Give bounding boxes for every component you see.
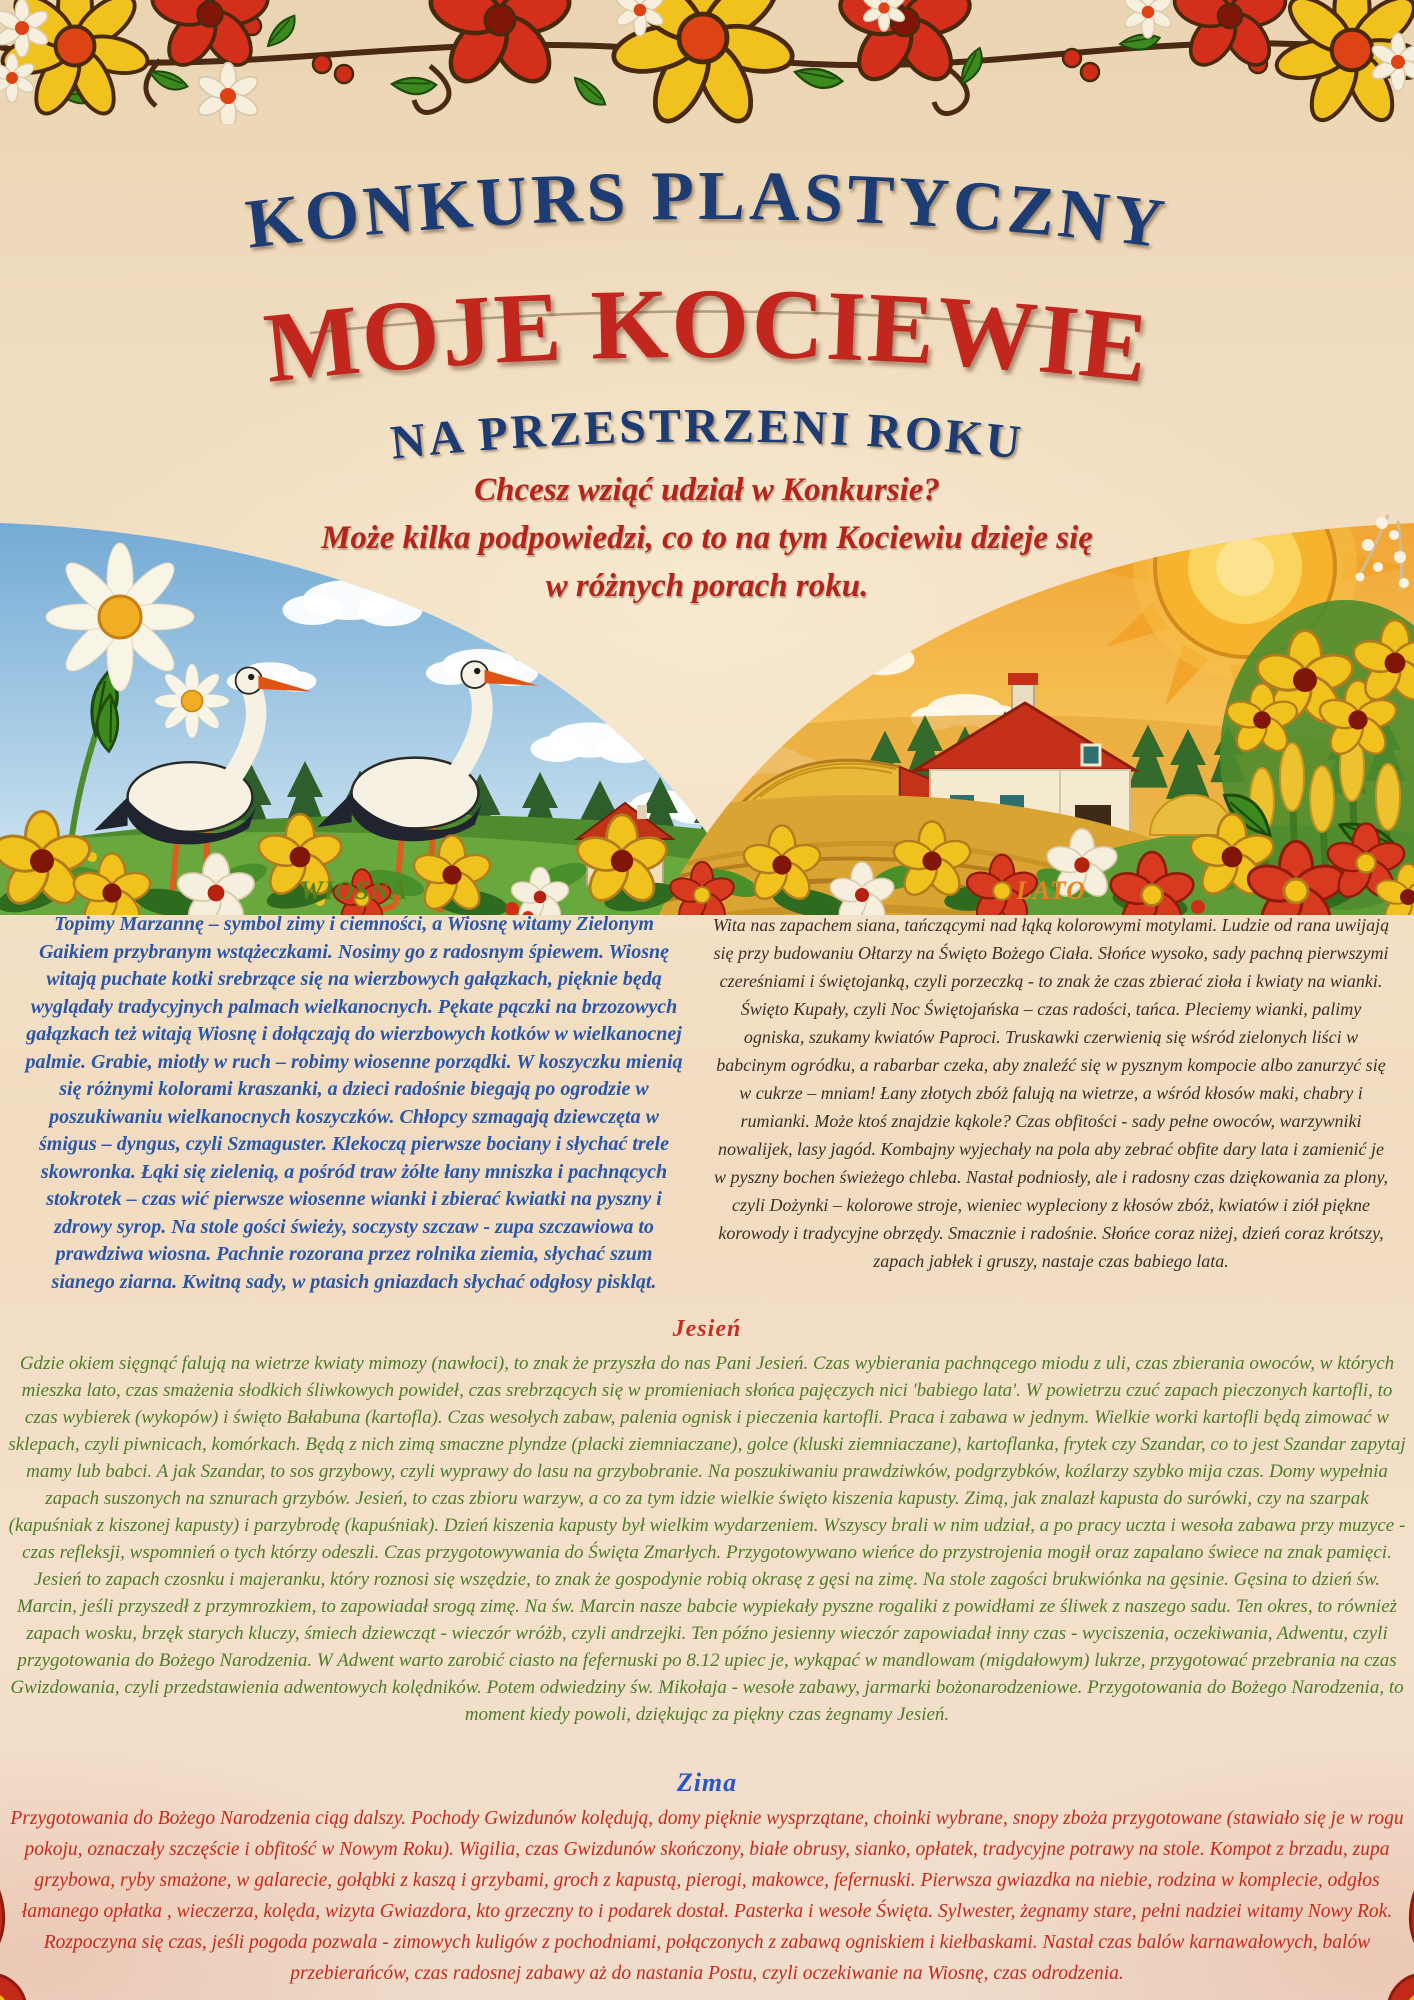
section-lato <box>712 876 1390 1275</box>
intro-line-1: Chcesz wziąć udział w Konkursie? <box>474 472 940 508</box>
page-title: KONKURS PLASTYCZNY <box>242 157 1173 264</box>
intro-text <box>0 466 1414 610</box>
intro-line-3: w różnych porach roku. <box>545 568 869 604</box>
lato-text-2: Święto Kupały, czyli Noc Świętojańska – czas radości, tańca. Pleciemy wianki, palimy ogniska, szukamy kwiatów Paproci. Truskawki czerwienią się wśród zielonych liści w babcinym ogródku, a rabarbar czeka, aby znaleźć się w pysznym kompocie albo zanurzyć się w cukrze – mniam! Łany złotych zbóż falują na wietrze, a wśród kłosów maki, chabry i rumianki. Może ktoś znajdzie kąkole? Czas obfitości - sady pełne owoców, warzywniki nowalijek, lasy jagód. Kombajny wyjechały na pola aby zebrać obfite dary lata i zamienić je w pyszny bochen świeżego chleba. Nastał podniosły, ale i radosny czas dziękowania za plony, czyli Dożynki – kolorowe stroje, wieniec wypleciony z kłosów zbóż, kwiatów i ziół piękne korowody i tradycyjne obrzędy. Smacznie i radośnie. Słońce coraz niżej, dzień coraz krótszy, zapach jabłek i gruszy, nastaje czas babiego lata. <box>714 999 1388 1271</box>
wiosna-heading: WIOSNA <box>299 876 409 905</box>
section-zima <box>6 1768 1408 1989</box>
zima-heading: Zima <box>676 1768 738 1797</box>
wiosna-text: Topimy Marzannę – symbol zimy i ciemności, a Wiosnę witamy Zielonym Gaikiem przybranym wstążeczkami. Nosimy go z radosnym śpiewem. Wiosnę witają puchate kotki srebrzące się na wierzbowych gałązkach, pięknie będą wyglądały tradycyjnych palmach wielkanocnych. Pękate pączki na brzozowych gałązkach też witają Wiosnę i dołączają do wierzbowych kotków w wielkanocnej palmie. Grabie, miotły w ruch – robimy wiosenne porządki. W koszyczku mienią się różnymi kolorami kraszanki, a dzieci radośnie biegają po ogrodzie w poszukiwaniu wielkanocnych koszyczków. Chłopcy szmagają dziewczęta w śmigus – dyngus, czyli Szmaguster. Klekoczą pierwsze bociany i słychać trele skowronka. Łąki się zielenią, a pośród traw żółte łany mniszka i pachnących stokrotek – czas wić pierwsze wiosenne wianki i zbierać kwiatki na pyszny i zdrowy syrop. Na stole gości świeży, soczysty szczaw - zupa szczawiowa to prawdziwa wiosna. Pachnie rozorana przez rolnika ziemia, słychać szum sianego ziarna. Kwitną sady, w ptasich gniazdach słychać odgłosy piskląt. <box>25 913 683 1293</box>
jesien-heading: Jesień <box>672 1316 742 1342</box>
zima-text: Przygotowania do Bożego Narodzenia ciąg dalszy. Pochody Gwizdunów kolędują, domy pięknie wysprzątane, choinki wybrane, snopy zboża przygotowane (stawiało się je w rogu pokoju, oznaczały szczęście i obfitość w Nowym Roku). Wigilia, czas Gwizdunów skończony, białe obrusy, sianko, opłatek, tradycyjne potrawy na stole. Kompot z brzadu, zupa grzybowa, ryby smażone, w galarecie, gołąbki z kaszą i grzybami, groch z kapustą, pierogi, makowce, fefernuski. Pierwsza gwiazdka na niebie, rodzina w komplecie, odgłos łamanego opłatka , wieczerza, kolęda, wizyta Gwiazdora, kto grzeczny to i podarek dostał. Pasterka i wesołe Święta. Sylwester, żegnamy stare, pełni nadziei witamy Nowy Rok. Rozpoczyna się czas, jeśli pogoda pozwala - zimowych kuligów z pochodniami, połączonych z zabawą ogniskiem i kiełbaskami. Nastał czas balów karnawałowych, balów przebierańców, czas radosnej zabawy aż do nastania Postu, czyli oczekiwanie na Wiosnę, czas odrodzenia. <box>10 1808 1404 1984</box>
page-title-main: MOJE KOCIEWIE <box>259 267 1155 404</box>
top-floral-border <box>0 0 1414 124</box>
lato-text-1: Wita nas zapachem siana, tańczącymi nad łąką kolorowymi motylami. Ludzie od rana uwijają się przy budowaniu Ołtarzy na Święto Bożego Ciała. Słońce wysoko, sady pachną pierwszymi czereśniami i świętojanką, czyli porzeczką - to znak że czas zbierać zioła i kwiaty na wianki. <box>712 915 1390 991</box>
jesien-text: Gdzie okiem sięgnąć falują na wietrze kwiaty mimozy (nawłoci), to znak że przyszła do nas Pani Jesień. Czas wybierania pachnącego miodu z uli, czas zbierania owoców, w których mieszka lato, czas smażenia słodkich śliwkowych powideł, czas srebrzących się w promieniach słońca pajęczych nici 'babiego lata'. W powietrzu czuć zapach pieczonych kartofli, to czas wybierek (wykopów) i święto Bałabuna (kartofla). Czas wesołych zabaw, palenia ognisk i pieczenia kartofli. Praca i zabawa w jednym. Wielkie worki kartofli będą zimować w sklepach, czyli piwnicach, komórkach. Będą z nich zimą smaczne plyndze (placki ziemniaczane), golce (kluski ziemniaczane), kartoflanka, frytek czy Szandar, co to jest Szandar zapytaj mamy lub babci. A jak Szandar, to sos grzybowy, czyli wyprawy do lasu na grzybobranie. Na poszukiwaniu prawdziwków, podgrzybków, koźlarzy szybko mija czas. Domy wypełnia zapach suszonych na sznurach grzybów. Jesień, to czas zbioru warzyw, a co za tym idzie wielkie święto kiszenia kapusty. Zimą, jak znalazł kapusta do surówki, czy na szarpak (kapuśniak z kiszonej kapusty) i parzybrodę (kapuśniak). Dzień kiszenia kapusty był wielkim wydarzeniem. Wszyscy brali w nim udział, a po pracy uczta i wesoła zabawa przy muzyce - czas refleksji, wspomnień o tych którzy odeszli. Czas przygotowywania do Święta Zmarłych. Przygotowywano wieńce do przystrojenia mogił oraz zapalano świece na znak pamięci. Jesień to zapach czosnku i majeranku, który roznosi się wszędzie, to znak że gospodynie robią okrasę z gęsi na zimę. Na stole zagości brukwiónka na gęsinie. Gęsina to dzień św. Marcin, jeśli przyszedł z przymrozkiem, to zapowiadał srogą zimę. Na św. Marcin nasze babcie wypiekały pyszne rogaliki z powidłami ze śliwek z naszego sadu. Ten okres, to również zapach wosku, brzęk starych kluczy, śmiech dziewcząt - wieczór wróżb, czyli andrzejki. Ten późno jesienny wieczór zapowiadał inny czas - wyciszenia, oczekiwania, Adwentu, czyli przygotowania do Bożego Narodzenia. W Adwent warto zarobić ciasto na fefernuski po 8.12 upiec je, wykąpać w mandlowam (migdałowym) lukrze, przygotować przebrania na czas Gwizdowania, czyli przedstawienia adwentowych kolędników. Potem odwiedziny św. Mikołaja - wesołe zabawy, jarmarki bożonarodzeniowe. Przygotowania do Bożego Narodzenia, to moment kiedy powoli, dziękując za piękny czas żegnamy Jesień. <box>8 1353 1406 1725</box>
lato-heading: LATO <box>1016 876 1086 905</box>
section-wiosna <box>24 876 684 1296</box>
page-subtitle: NA PRZESTRZENI ROKU <box>388 399 1026 470</box>
intro-line-2: Może kilka podpowiedzi, co to na tym Kociewiu dzieje się <box>321 520 1093 556</box>
section-jesien <box>6 1316 1408 1728</box>
